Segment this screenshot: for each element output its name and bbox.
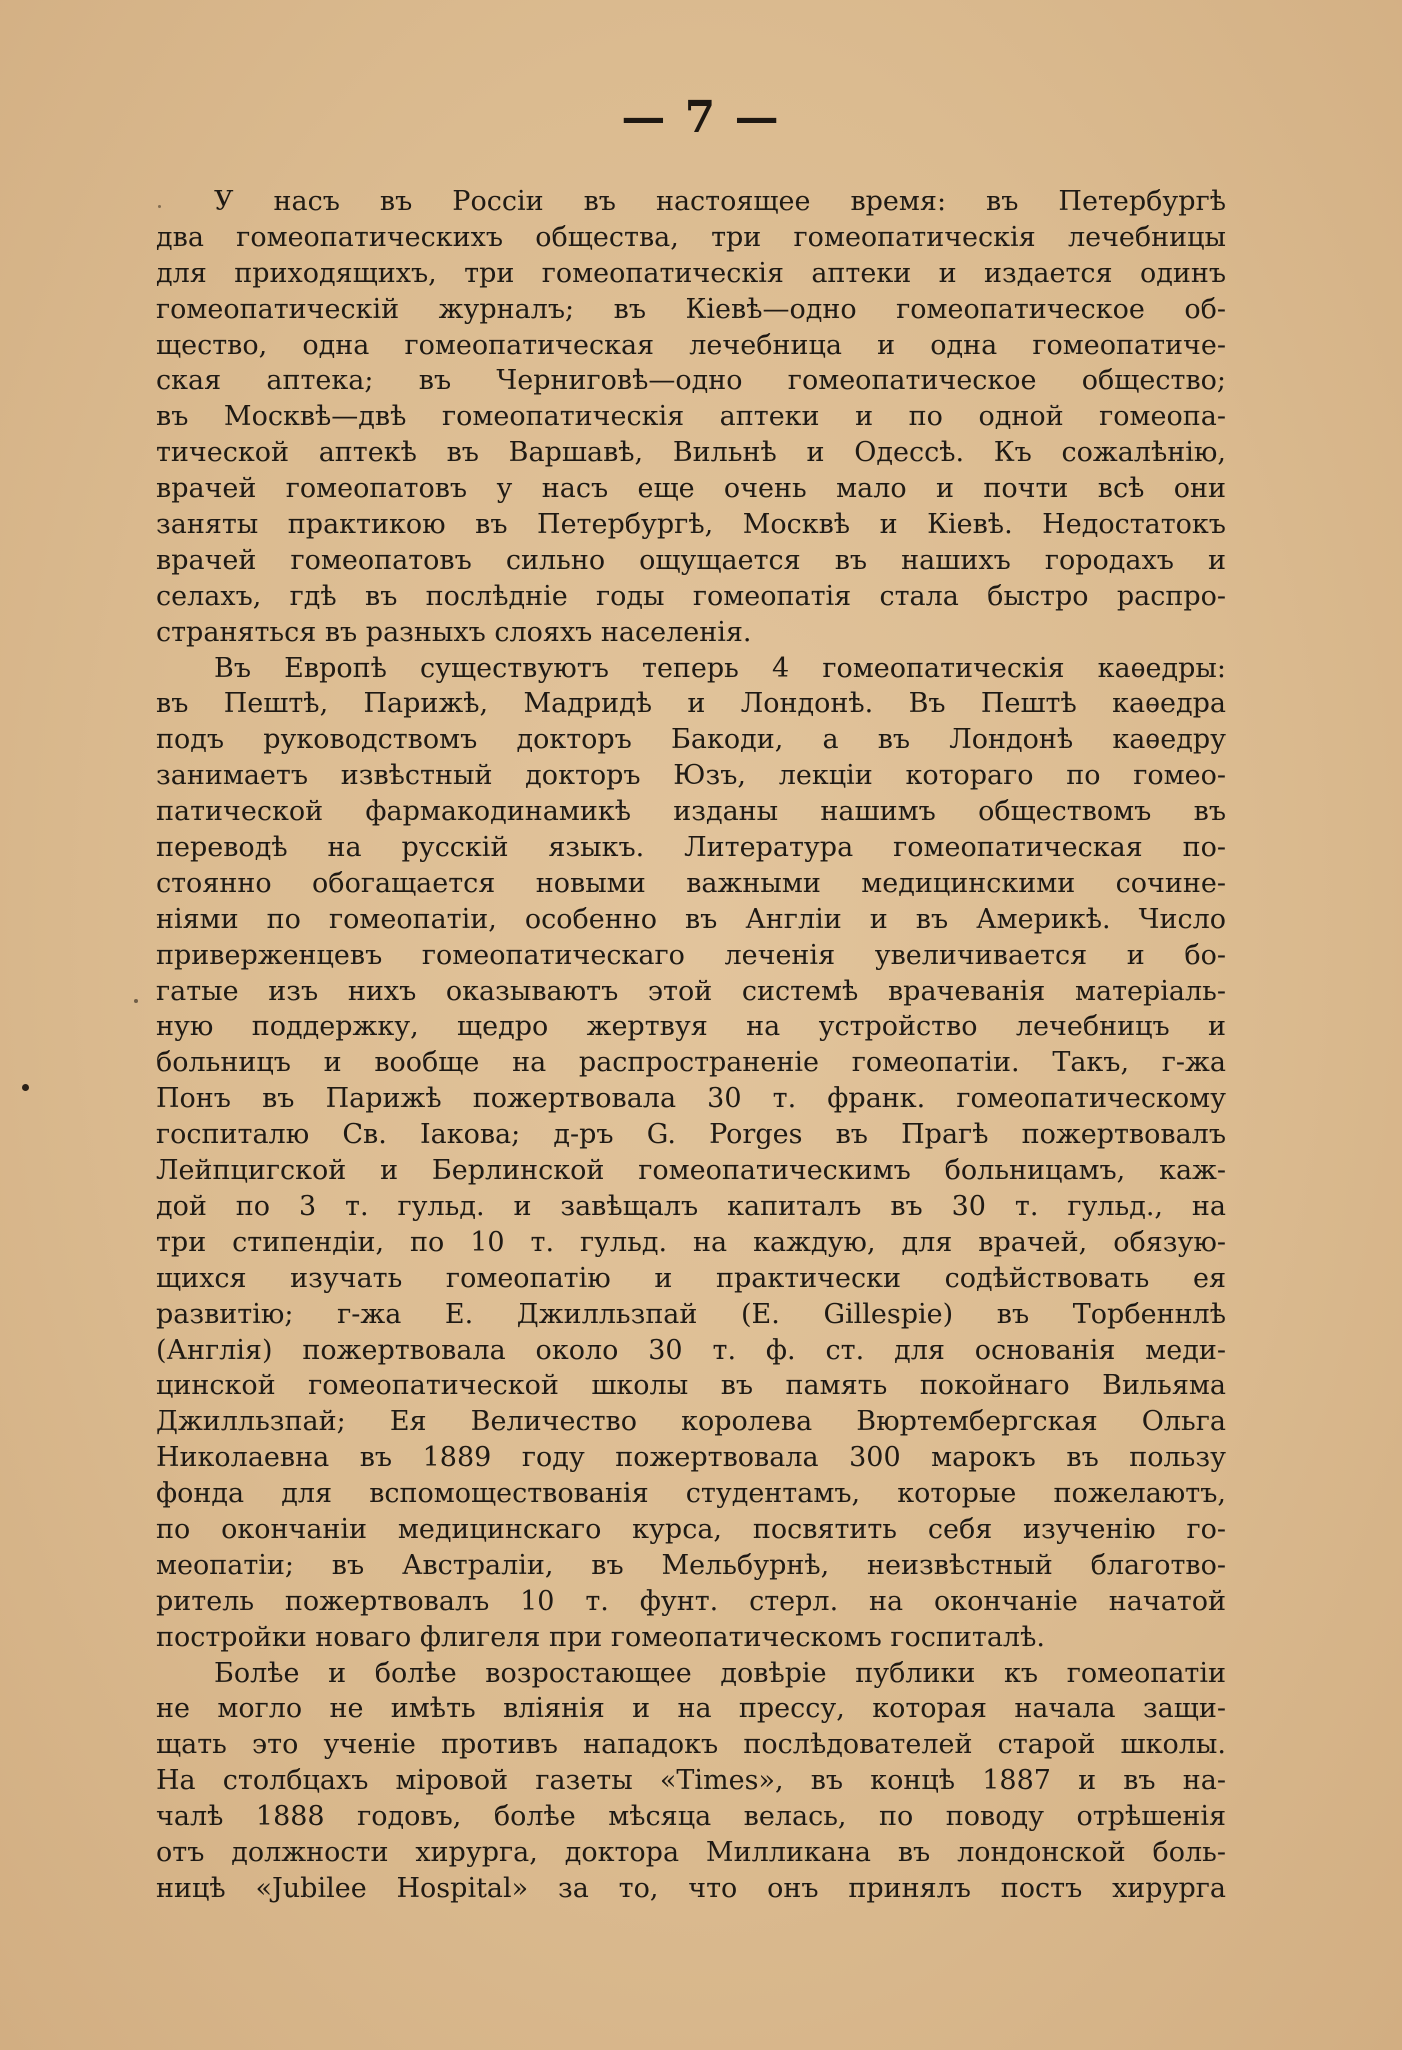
text-line: ритель пожертвовалъ 10 т. фунт. стерл. на окончаніе начатой [156, 1585, 1226, 1617]
text-line: Лейпцигской и Берлинской гомеопатическимъ больницамъ, каж- [156, 1155, 1226, 1187]
paragraph-3 [156, 1656, 1226, 1907]
text-line: ную поддержку, щедро жертвуя на устройство лечебницъ и [156, 1011, 1226, 1043]
text-line: страняться въ разныхъ слояхъ населенія. [156, 616, 752, 648]
text-line: не могло не имѣть вліянія и на прессу, которая начала защи- [156, 1693, 1226, 1725]
text-line: патической фармакодинамикѣ изданы нашимъ обществомъ въ [156, 796, 1226, 828]
text-line: для приходящихъ, три гомеопатическія аптеки и издается одинъ [156, 257, 1226, 289]
text-line: развитію; г-жа Е. Джилльзпай (E. Gillespie) въ Торбеннлѣ [156, 1298, 1226, 1330]
text-line: Джилльзпай; Ея Величество королева Вюртембергская Ольга [156, 1406, 1226, 1438]
text-line: въ Москвѣ—двѣ гомеопатическія аптеки и по одной гомеопа- [156, 401, 1226, 433]
text-line: тической аптекѣ въ Варшавѣ, Вильнѣ и Одессѣ. Къ сожалѣнію, [156, 437, 1226, 469]
text-line: щество, одна гомеопатическая лечебница и одна гомеопатиче- [156, 329, 1226, 361]
text-line: два гомеопатическихъ общества, три гомеопатическія лечебницы [156, 221, 1226, 253]
text-line: заняты практикою въ Петербургѣ, Москвѣ и Кіевѣ. Недостатокъ [156, 509, 1226, 541]
text-line: больницъ и вообще на распространеніе гомеопатіи. Такъ, г-жа [156, 1047, 1226, 1079]
text-line: приверженцевъ гомеопатическаго леченія увеличивается и бо- [156, 939, 1226, 971]
text-line: селахъ, гдѣ въ послѣдніе годы гомеопатія стала быстро распро- [156, 580, 1226, 612]
text-line: ніями по гомеопатіи, особенно въ Англіи и въ Америкѣ. Число [156, 903, 1226, 935]
text-line: стоянно обогащается новыми важными медицинскими сочине- [156, 867, 1226, 899]
ink-speck [158, 205, 161, 208]
text-line: щать это ученіе противъ нападокъ послѣдователей старой школы. [156, 1729, 1226, 1761]
text-line: постройки новаго флигеля при гомеопатическомъ госпиталѣ. [156, 1621, 1045, 1653]
text-line: дой по 3 т. гульд. и завѣщалъ капиталъ въ 30 т. гульд., на [156, 1190, 1226, 1222]
text-line: чалѣ 1888 годовъ, болѣе мѣсяца велась, по поводу отрѣшенія [156, 1801, 1226, 1833]
text-line: по окончаніи медицинскаго курса, посвятить себя изученію го- [156, 1513, 1226, 1545]
text-line: цинской гомеопатической школы въ память покойнаго Вильяма [156, 1370, 1226, 1402]
text-line: три стипендіи, по 10 т. гульд. на каждую, для врачей, обязую- [156, 1226, 1226, 1258]
text-line: фонда для вспомоществованія студентамъ, которые пожелаютъ, [156, 1478, 1226, 1510]
text-line: занимаетъ извѣстный докторъ Юзъ, лекціи котораго по гомео- [156, 760, 1226, 792]
text-line: отъ должности хирурга, доктора Милликана въ лондонской боль- [156, 1836, 1226, 1868]
text-line: ская аптека; въ Черниговѣ—одно гомеопатическое общество; [156, 365, 1226, 397]
text-line: На столбцахъ міровой газеты «Times», въ концѣ 1887 и въ на- [156, 1765, 1226, 1797]
text-line: щихся изучать гомеопатію и практически содѣйствовать ея [156, 1262, 1226, 1294]
text-line: гатые изъ нихъ оказываютъ этой системѣ врачеванія матеріаль- [156, 975, 1226, 1007]
ink-speck [22, 1084, 29, 1091]
text-line: подъ руководствомъ докторъ Бакоди, а въ Лондонѣ каѳедру [156, 724, 1226, 756]
paragraph-2 [156, 651, 1226, 1656]
text-line: (Англія) пожертвовала около 30 т. ф. ст. для основанія меди- [156, 1334, 1226, 1366]
text-line: гомеопатическій журналъ; въ Кіевѣ—одно гомеопатическое об- [156, 293, 1226, 325]
text-line: Въ Европѣ существуютъ теперь 4 гомеопатическія каѳедры: [214, 652, 1226, 684]
body-text [156, 184, 1226, 1907]
paragraph-1 [156, 184, 1226, 651]
text-line: Николаевна въ 1889 году пожертвовала 300 марокъ въ пользу [156, 1442, 1226, 1474]
page-number: — 7 — [621, 92, 781, 143]
text-line: врачей гомеопатовъ у насъ еще очень мало и почти всѣ они [156, 473, 1226, 505]
text-line: госпиталю Св. Іакова; д-ръ G. Porges въ Прагѣ пожертвовалъ [156, 1119, 1226, 1151]
text-line: врачей гомеопатовъ сильно ощущается въ нашихъ городахъ и [156, 544, 1226, 576]
text-line: У насъ въ Россіи въ настоящее время: въ Петербургѣ [214, 186, 1226, 217]
text-line: переводѣ на русскій языкъ. Литература гомеопатическая по- [156, 832, 1226, 864]
text-line: Болѣе и болѣе возростающее довѣріе публики къ гомеопатіи [214, 1657, 1226, 1689]
text-line: Понъ въ Парижѣ пожертвовала 30 т. франк. гомеопатическому [156, 1083, 1226, 1115]
text-line: ницѣ «Jubilee Hospital» за то, что онъ принялъ постъ хирурга [156, 1872, 1226, 1904]
ink-speck [134, 999, 138, 1003]
text-line: въ Пештѣ, Парижѣ, Мадридѣ и Лондонѣ. Въ Пештѣ каѳедра [156, 688, 1226, 720]
text-line: меопатіи; въ Австраліи, въ Мельбурнѣ, неизвѣстный благотво- [156, 1549, 1226, 1581]
